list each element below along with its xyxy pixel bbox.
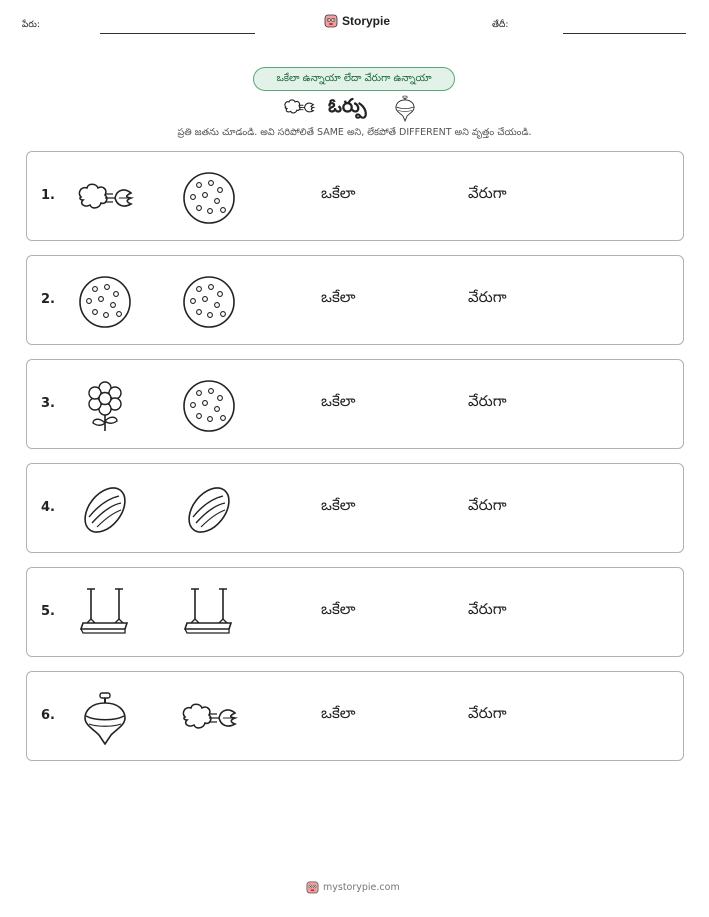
question-row-1 (26, 151, 684, 241)
same-option[interactable]: ఒకేలా (321, 392, 356, 410)
different-option[interactable]: వేరుగా (468, 392, 507, 410)
same-option[interactable]: ఒకేలా (321, 600, 356, 618)
blow-icon (282, 97, 316, 119)
question-row-6 (26, 671, 684, 761)
title-badge (253, 67, 455, 91)
same-option[interactable]: ఒకేలా (321, 288, 356, 306)
title-badge-text: ఒకేలా ఉన్నాయా లేదా వేరుగా ఉన్నాయా (276, 73, 432, 84)
question-number: 1. (41, 188, 55, 203)
cookie-icon (75, 275, 135, 329)
spinning-top-icon (75, 691, 135, 745)
question-number: 3. (41, 396, 55, 411)
different-option[interactable]: వేరుగా (468, 184, 507, 202)
cookie-icon (179, 171, 239, 225)
same-option[interactable]: ఒకేలా (321, 704, 356, 722)
blow-icon (75, 171, 135, 225)
swing-icon (75, 587, 135, 641)
question-row-3 (26, 359, 684, 449)
different-option[interactable]: వేరుగా (468, 496, 507, 514)
cookie-icon (179, 379, 239, 433)
brand-logo (324, 13, 390, 28)
question-number: 2. (41, 292, 55, 307)
same-option[interactable]: ఒకేలా (321, 496, 356, 514)
brand-name: Storypie (342, 13, 391, 28)
blow-icon (179, 691, 239, 745)
name-label: పేరు: (22, 20, 40, 30)
spinning-top-icon (394, 95, 416, 123)
question-number: 6. (41, 708, 55, 723)
different-option[interactable]: వేరుగా (468, 600, 507, 618)
date-line[interactable] (563, 33, 686, 34)
seed-icon (75, 483, 135, 537)
instructions: ప్రతి జతను చూడండి. అవి సరిపోలితే SAME అని, లేకపోతే DIFFERENT అని వృత్తం చేయండి. (177, 127, 532, 138)
question-row-4 (26, 463, 684, 553)
flower-icon (75, 379, 135, 433)
cookie-icon (179, 275, 239, 329)
question-row-2 (26, 255, 684, 345)
storypie-mascot-icon (324, 13, 338, 28)
topic-word: ఓర్పు (328, 95, 367, 117)
date-label: తేదీ: (492, 20, 509, 30)
swing-icon (179, 587, 239, 641)
different-option[interactable]: వేరుగా (468, 288, 507, 306)
topic-heading (282, 95, 432, 123)
storypie-mascot-icon (306, 880, 319, 894)
same-option[interactable]: ఒకేలా (321, 184, 356, 202)
question-number: 4. (41, 500, 55, 515)
different-option[interactable]: వేరుగా (468, 704, 507, 722)
seed-icon (179, 483, 239, 537)
name-line[interactable] (100, 33, 255, 34)
footer (306, 880, 400, 894)
footer-url[interactable]: mystorypie.com (323, 881, 400, 893)
question-number: 5. (41, 604, 55, 619)
question-row-5 (26, 567, 684, 657)
